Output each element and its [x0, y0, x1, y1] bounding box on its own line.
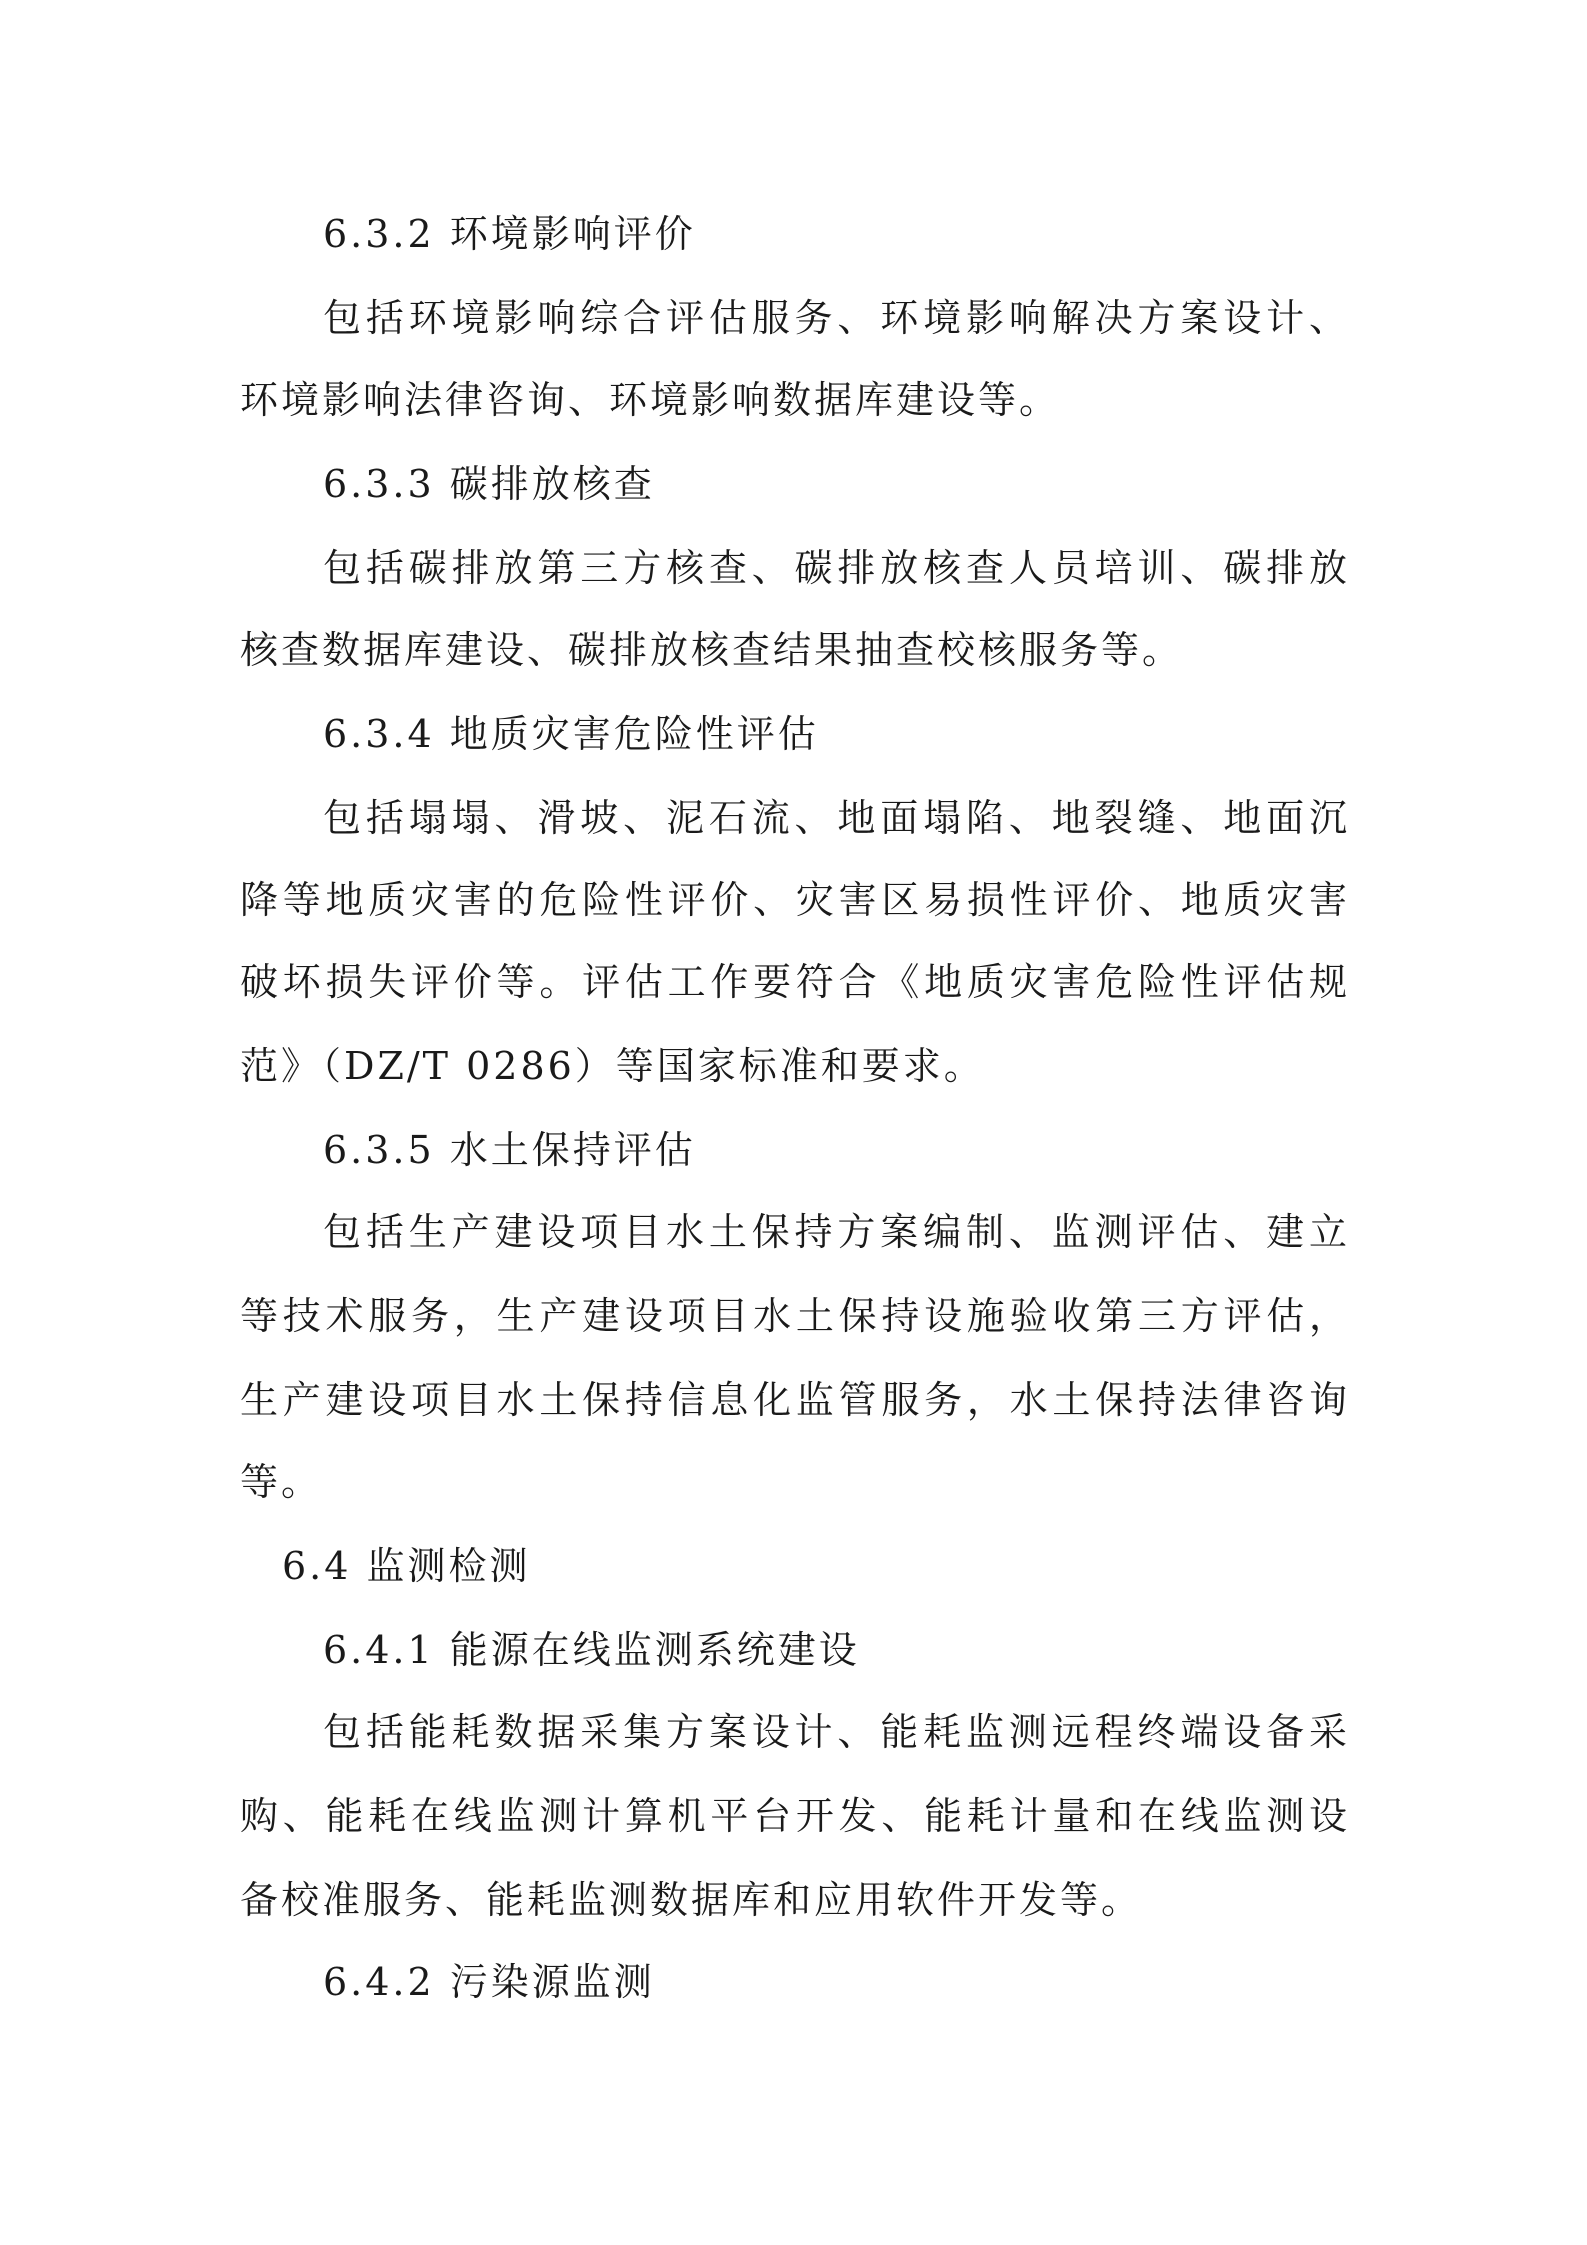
paragraph-line: 等。 — [240, 1460, 323, 1504]
section-heading-6-4: 6.4 监测检测 — [282, 1544, 531, 1588]
paragraph-line: 包括碳排放第三方核查、碳排放核查人员培训、碳排放 — [323, 546, 1350, 590]
paragraph-line: 核查数据库建设、碳排放核查结果抽查校核服务等。 — [240, 628, 1184, 672]
paragraph-line: 等技术服务，生产建设项目水土保持设施验收第三方评估， — [240, 1294, 1350, 1338]
section-heading-6-4-1: 6.4.1 能源在线监测系统建设 — [323, 1628, 860, 1672]
section-heading-6-3-4: 6.3.4 地质灾害危险性评估 — [323, 712, 819, 756]
section-heading-6-3-3: 6.3.3 碳排放核查 — [323, 462, 655, 506]
paragraph-line: 包括塌塌、滑坡、泥石流、地面塌陷、地裂缝、地面沉 — [323, 796, 1350, 840]
paragraph-line: 备校准服务、能耗监测数据库和应用软件开发等。 — [240, 1878, 1143, 1922]
paragraph-line: 包括生产建设项目水土保持方案编制、监测评估、建立 — [323, 1210, 1350, 1254]
paragraph-line: 降等地质灾害的危险性评价、灾害区易损性评价、地质灾害 — [240, 878, 1350, 922]
paragraph-line: 包括环境影响综合评估服务、环境影响解决方案设计、 — [323, 296, 1350, 340]
section-heading-6-3-2: 6.3.2 环境影响评价 — [323, 212, 696, 256]
paragraph-line: 包括能耗数据采集方案设计、能耗监测远程终端设备采 — [323, 1710, 1350, 1754]
section-heading-6-3-5: 6.3.5 水土保持评估 — [323, 1128, 696, 1172]
paragraph-line: 购、能耗在线监测计算机平台开发、能耗计量和在线监测设 — [240, 1794, 1350, 1838]
paragraph-line: 生产建设项目水土保持信息化监管服务，水土保持法律咨询 — [240, 1378, 1350, 1422]
paragraph-line: 环境影响法律咨询、环境影响数据库建设等。 — [240, 378, 1061, 422]
paragraph-line: 范》（DZ/T 0286）等国家标准和要求。 — [240, 1044, 985, 1088]
section-heading-6-4-2: 6.4.2 污染源监测 — [323, 1960, 655, 2004]
paragraph-line: 破坏损失评价等。评估工作要符合《地质灾害危险性评估规 — [240, 960, 1350, 1004]
